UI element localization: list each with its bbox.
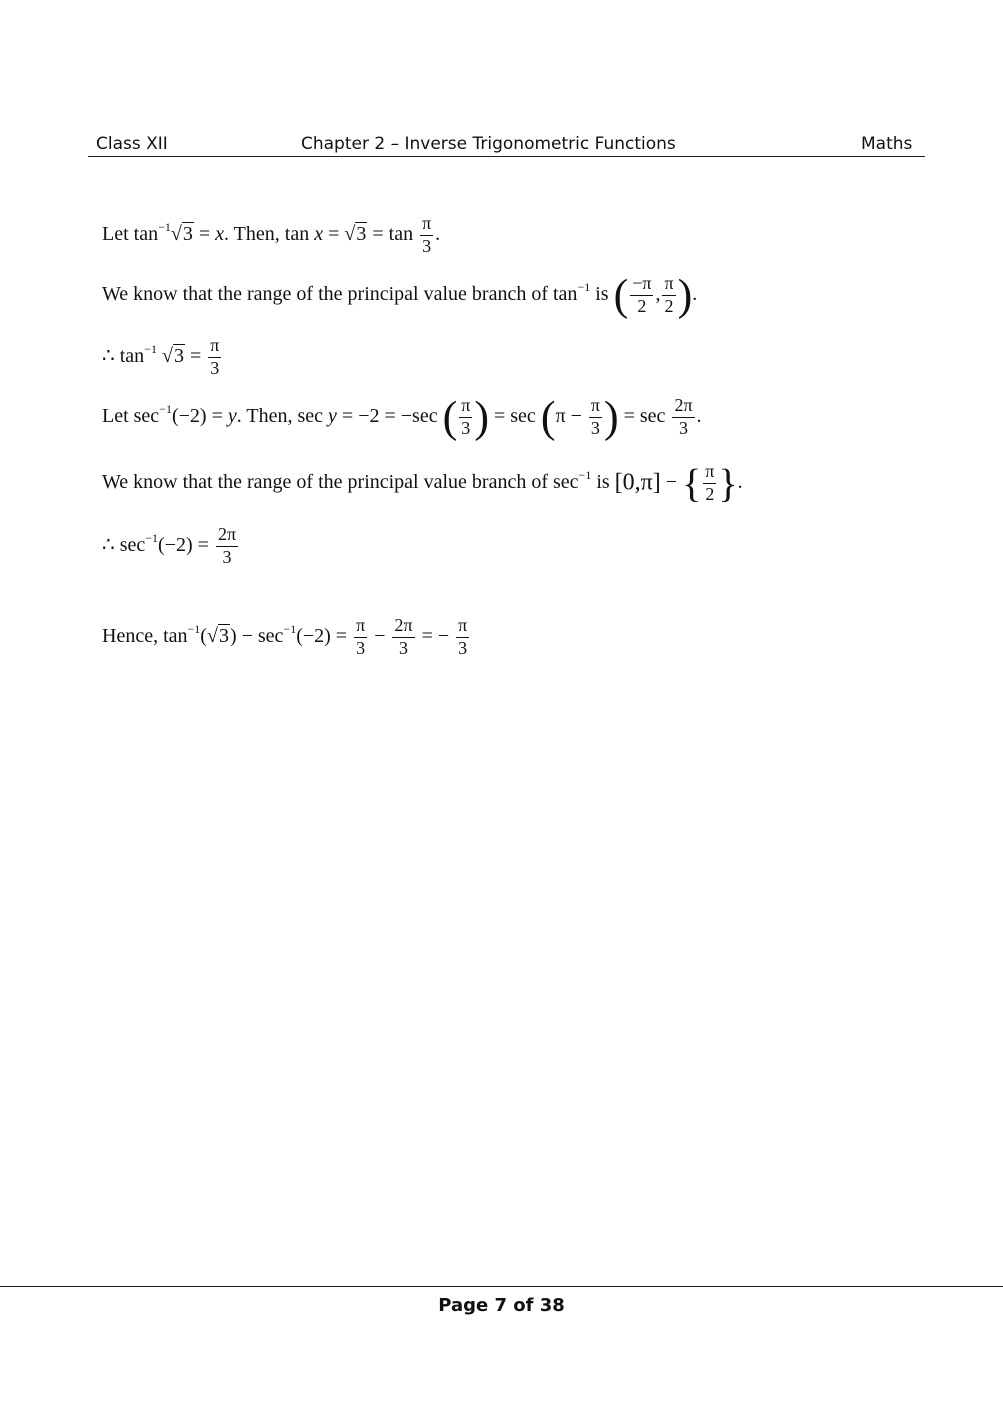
math-line-2: We know that the range of the principal value branch of $\tan^{-1}$ is ( $\frac{-\pi}{2}$ , $\frac{\pi}{2}$ ). <box>102 270 698 320</box>
footer-rule <box>0 1286 1003 1287</box>
header-class: Class XII <box>96 134 168 154</box>
header-chapter: Chapter 2 – Inverse Trigonometric Functions <box>301 134 676 154</box>
math-line-3: ∴ $\tan^{-1} √3$ = $\frac{\pi}{3}$ <box>102 335 220 378</box>
math-line-7: Hence, $\tan^{-1}(√3) - \sec^{-1}(-2)$ = $\frac{\pi}{3}$ − $\frac{2\pi}{3}$ = − $\frac{\pi}{3}$ <box>102 615 468 658</box>
header-subject: Maths <box>861 134 913 154</box>
fraction: $\frac{\pi}{3}$ <box>422 213 432 256</box>
math-line-1: Let $\tan^{-1}√3 = x$. Then, tan x = √3 = tan $\frac{\pi}{3}$ . <box>102 213 441 256</box>
math-line-5: We know that the range of the principal value branch of $\sec^{-1}$ is [0,π] − { $\frac{\pi}{2}$ }. <box>102 460 743 506</box>
header-rule <box>88 156 925 157</box>
math-line-6: ∴ $\sec^{-1}(-2)$ = $\frac{2\pi}{3}$ <box>102 524 237 567</box>
page-number: Page 7 of 38 <box>438 1295 565 1316</box>
math-line-4: Let $\sec^{-1}(-2) = y$. Then, sec y = −2 = −sec ( $\frac{\pi}{3}$ ) = sec (π − $\frac{\pi}{3}$ ) = sec $\frac{2\pi}{3}$ . <box>102 392 702 442</box>
